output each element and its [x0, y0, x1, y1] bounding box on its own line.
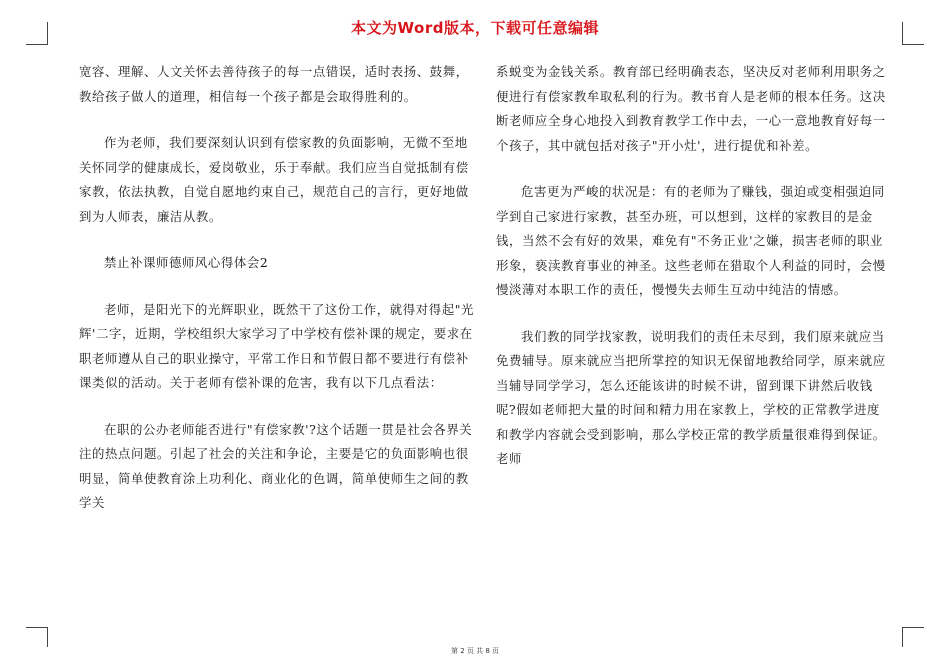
paragraph: 系蜕变为金钱关系。教育部已经明确表态，坚决反对老师利用职务之便进行有偿家教牟取私利的行为。教书育人是老师的根本任务。这决断老师应全身心地投入到教育教学工作中去，一心一意地教育好每一个孩子，其中就包括对孩子"开小灶'，进行提优和补差。	[496, 64, 886, 153]
crop-mark-bottom-left-v	[47, 627, 48, 647]
right-text-column	[496, 60, 892, 472]
paragraph: 宽容、理解、人文关怀去善待孩子的每一点错误，适时表扬、鼓舞，教给孩子做人的道理，相信每一个孩子都是会取得胜利的。	[79, 64, 469, 104]
paragraph: 危害更为严峻的状况是：有的老师为了赚钱，强迫或变相强迫同学到自己家进行家教，甚至办班，可以想到，这样的家教目的是金钱，当然不会有好的效果，难免有"不务正业'之嫌，损害老师的职业形象，亵渎教育事业的神圣。这些老师在猎取个人利益的同时，会慢慢淡薄对本职工作的责任，慢慢失去师生互动中纯洁的情感。	[496, 184, 886, 297]
section-heading: 禁止补课师德师风心得体会2	[104, 255, 269, 270]
crop-mark-bottom-right-h	[902, 627, 924, 628]
crop-mark-bottom-right-v	[902, 627, 903, 647]
paragraph: 作为老师，我们要深刻认识到有偿家教的负面影响，无微不至地关怀同学的健康成长，爱岗敬业，乐于奉献。我们应当自觉抵制有偿家教，依法执教，自觉自愿地约束自己，规范自己的言行，更好地做到为人师表，廉洁从教。	[79, 135, 469, 224]
crop-mark-top-right-h	[902, 44, 924, 45]
page-number: 第 2 页 共 8 页	[450, 647, 500, 655]
crop-mark-top-left-v	[47, 22, 48, 45]
crop-mark-top-left-h	[26, 44, 48, 45]
left-text-column	[79, 60, 475, 516]
paragraph: 老师，是阳光下的光辉职业，既然干了这份工作，就得对得起"光辉'二字，近期，学校组织大家学习了中学校有偿补课的规定，要求在职老师遵从自己的职业操守，平常工作日和节假日都不要进行有偿补课类似的活动。关于老师有偿补课的危害，我有以下几点看法：	[79, 301, 475, 390]
crop-mark-bottom-left-h	[26, 627, 48, 628]
document-banner: 本文为Word版本，下载可任意编辑	[351, 19, 599, 37]
paragraph: 在职的公办老师能否进行"有偿家教'?这个话题一贯是社会各界关注的热点问题。引起了社会的关注和争论，主要是它的负面影响也很明显，简单使教育涂上功利化、商业化的色调，简单使师生之间的教学关	[79, 421, 473, 510]
crop-mark-top-right-v	[902, 22, 903, 45]
paragraph: 我们教的同学找家教，说明我们的责任未尽到，我们原来就应当免费辅导。原来就应当把所掌控的知识无保留地教给同学，原来就应当辅导同学学习，怎么还能该讲的时候不讲，留到课下讲然后收钱呢?假如老师把大量的时间和精力用在家教上，学校的正常教学进度和教学内容就会受到影响，那么学校正常的教学质量很难得到保证。老师	[496, 328, 886, 466]
